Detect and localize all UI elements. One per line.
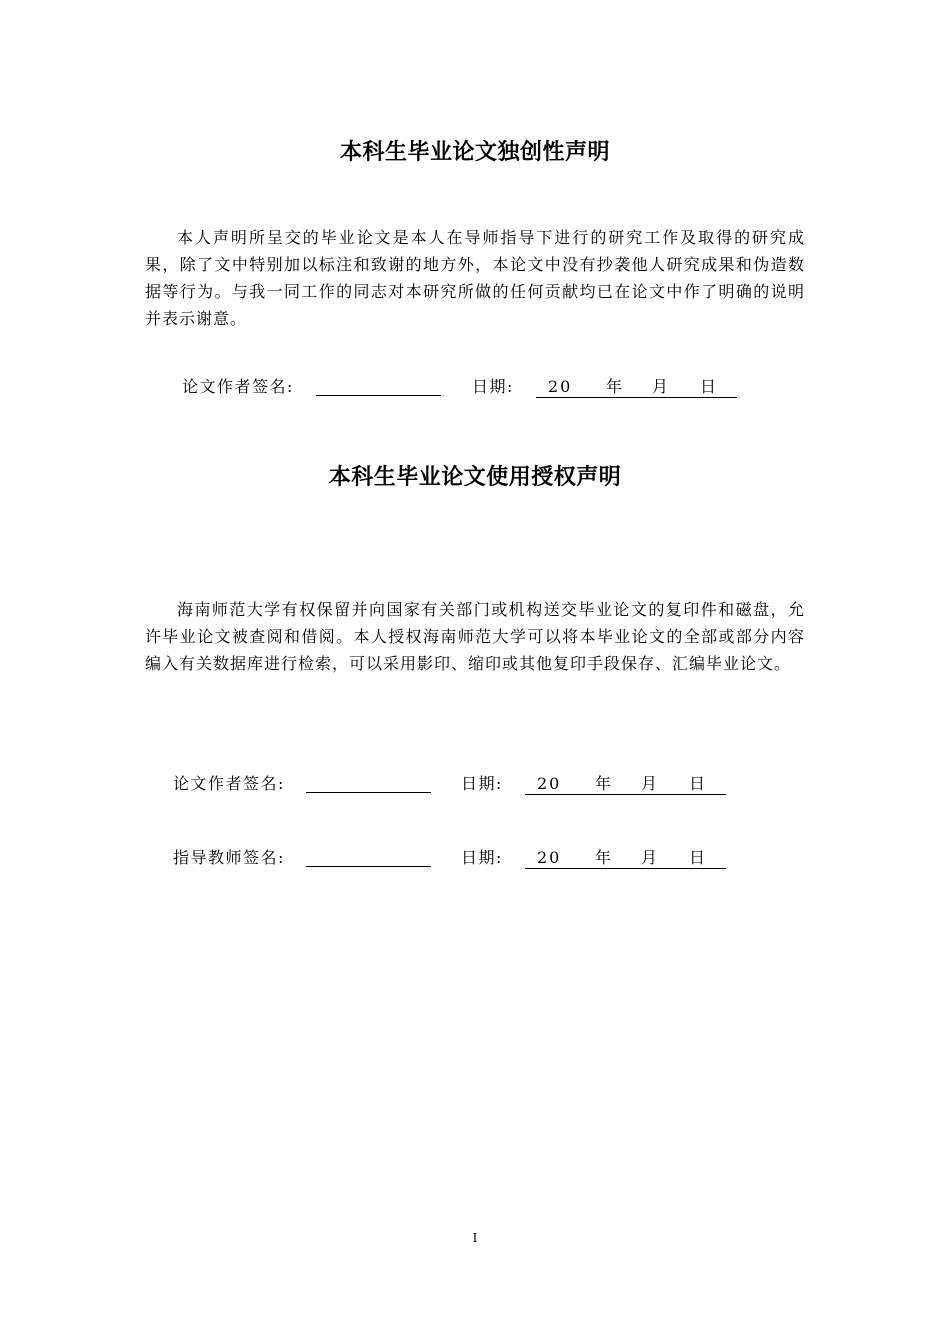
day-unit: 日 — [700, 377, 719, 396]
year-prefix: 20 — [537, 848, 562, 867]
authorization-author-signature-row — [173, 772, 773, 796]
date-label: 日期: — [472, 377, 514, 396]
month-unit: 月 — [652, 377, 671, 396]
year-prefix: 20 — [548, 377, 573, 396]
year-unit: 年 — [595, 848, 614, 867]
author-signature-line[interactable] — [306, 792, 431, 793]
originality-signature-row — [182, 375, 782, 399]
authorization-declaration-title: 本科生毕业论文使用授权声明 — [328, 465, 622, 490]
date-field[interactable] — [536, 375, 737, 398]
year-unit: 年 — [595, 774, 614, 793]
day-unit: 日 — [689, 774, 708, 793]
advisor-signature-label: 指导教师签名: — [173, 848, 285, 867]
month-unit: 月 — [641, 774, 660, 793]
date-field[interactable] — [525, 846, 726, 869]
authorization-declaration-body: 海南师范大学有权保留并向国家有关部门或机构送交毕业论文的复印件和磁盘，允许毕业论文被查阅和借阅。本人授权海南师范大学可以将本毕业论文的全部或部分内容编入有关数据库进行检索，可以采用影印、缩印或其他复印手段保存、汇编毕业论文。 — [145, 600, 805, 673]
year-unit: 年 — [606, 377, 625, 396]
day-unit: 日 — [689, 848, 708, 867]
author-signature-label: 论文作者签名: — [182, 377, 294, 396]
date-label: 日期: — [461, 774, 503, 793]
authorization-advisor-signature-row — [173, 846, 773, 870]
originality-declaration-title: 本科生毕业论文独创性声明 — [339, 140, 610, 165]
advisor-signature-line[interactable] — [306, 866, 431, 867]
page-number: I — [472, 1231, 478, 1245]
date-label: 日期: — [461, 848, 503, 867]
originality-declaration-body: 本人声明所呈交的毕业论文是本人在导师指导下进行的研究工作及取得的研究成果，除了文中特别加以标注和致谢的地方外，本论文中没有抄袭他人研究成果和伪造数据等行为。与我一同工作的同志对本研究所做的任何贡献均已在论文中作了明确的说明并表示谢意。 — [145, 228, 805, 328]
year-prefix: 20 — [537, 774, 562, 793]
author-signature-label: 论文作者签名: — [173, 774, 285, 793]
month-unit: 月 — [641, 848, 660, 867]
date-field[interactable] — [525, 772, 726, 795]
author-signature-line[interactable] — [316, 395, 441, 396]
